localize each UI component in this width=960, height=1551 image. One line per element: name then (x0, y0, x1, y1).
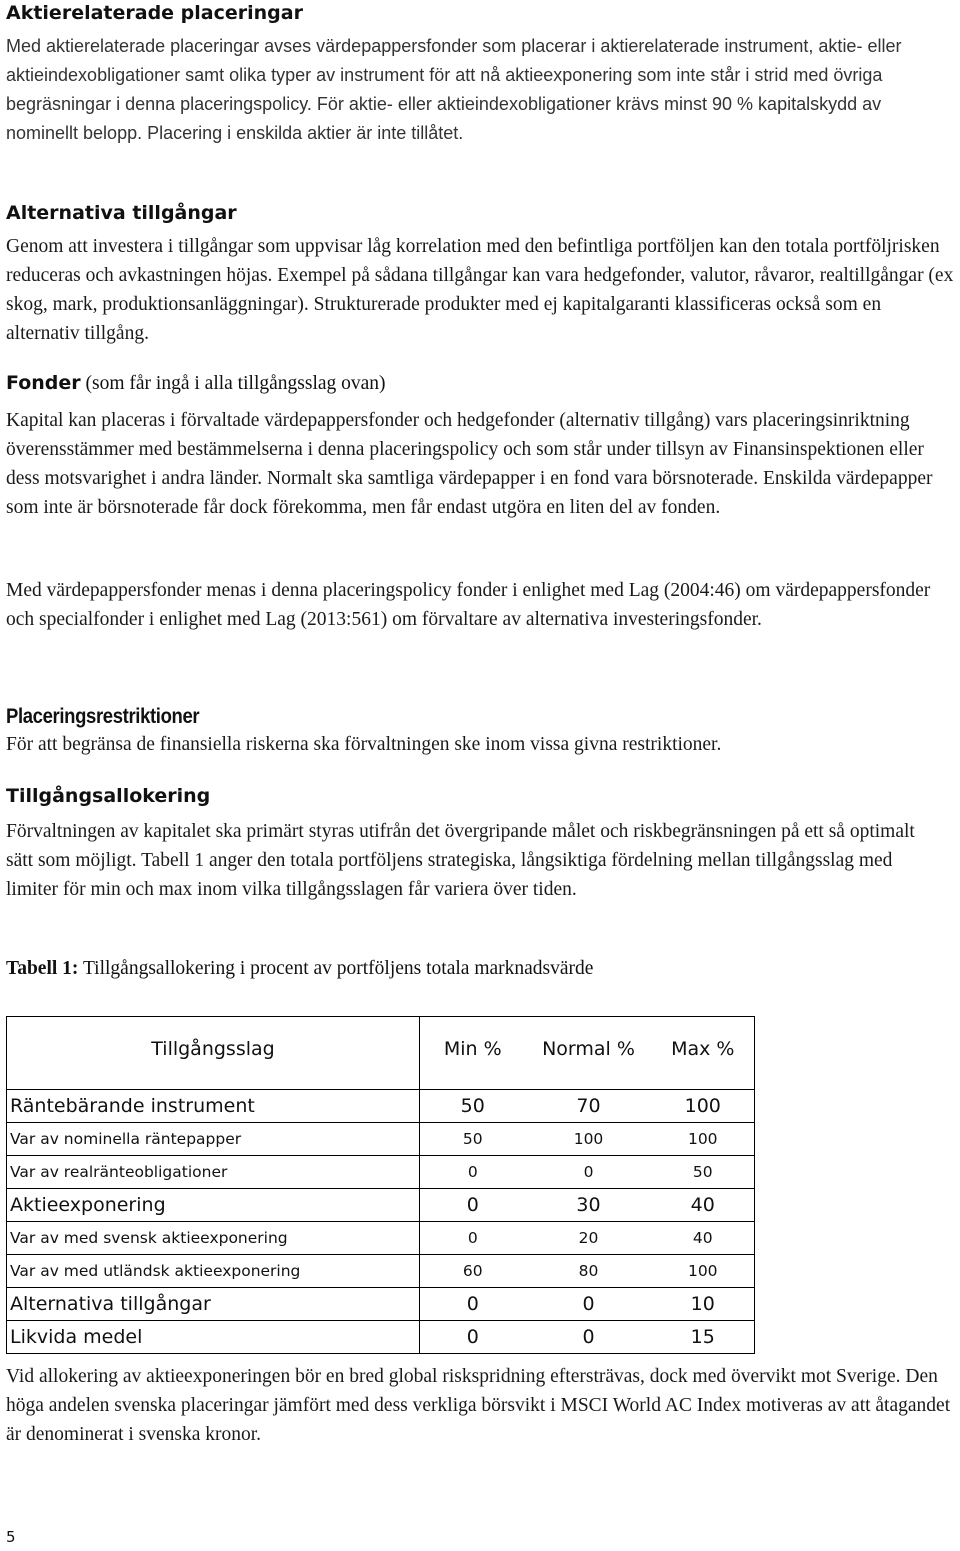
row-max: 40 (652, 1222, 755, 1255)
table-row (7, 1090, 755, 1123)
row-label: Aktieexponering (7, 1189, 420, 1222)
row-min: 60 (420, 1255, 526, 1288)
table-row (7, 1222, 755, 1255)
table-caption (6, 958, 593, 980)
row-normal: 20 (526, 1222, 652, 1255)
row-normal: 0 (526, 1288, 652, 1321)
row-min: 0 (420, 1321, 526, 1354)
header-min: Min % (420, 1017, 526, 1082)
row-max: 10 (652, 1288, 755, 1321)
page-number: 5 (6, 1528, 16, 1546)
fonder-heading-suffix: (som får ingå i alla tillgångsslag ovan) (80, 373, 386, 394)
row-label: Alternativa tillgångar (7, 1288, 420, 1321)
row-min: 50 (420, 1123, 526, 1156)
row-max: 40 (652, 1189, 755, 1222)
row-label: Var av med svensk aktieexponering (7, 1222, 420, 1255)
row-min: 0 (420, 1222, 526, 1255)
table-row (7, 1255, 755, 1288)
table-row (7, 1189, 755, 1222)
row-normal: 100 (526, 1123, 652, 1156)
row-min: 0 (420, 1189, 526, 1222)
table-body (7, 1090, 755, 1354)
section-heading-fonder (6, 372, 386, 395)
table-row (7, 1156, 755, 1189)
table-row (7, 1123, 755, 1156)
row-label: Räntebärande instrument (7, 1090, 420, 1123)
section-heading-restriktioner: Placeringsrestriktioner (6, 705, 200, 729)
row-normal: 30 (526, 1189, 652, 1222)
allocation-table (6, 1016, 755, 1354)
paragraph-aktierelaterade: Med aktierelaterade placeringar avses värdepappersfonder som placerar i aktierelaterade instrument, aktie- eller aktieindexobligationer samt olika typer av instrument för att nå aktieexponering som inte står i strid med övriga begräsningar i denna placeringspolicy. För aktie- eller aktieindexobligationer krävs minst 90 % kapitalskydd av nominellt belopp. Placering i enskilda aktier är inte tillåtet. (6, 36, 902, 143)
paragraph-closing: Vid allokering av aktieexponeringen bör en bred global riskspridning eftersträvas, dock med övervikt mot Sverige. Den höga andelen svenska placeringar jämfört med dess verkliga börsvikt i MSCI World AC Index motiveras av att åtagandet är denominerat i svenska kronor. (6, 1366, 951, 1445)
paragraph-fonder-1: Kapital kan placeras i förvaltade värdepappersfonder och hedgefonder (alternativ tillgång) vars placeringsinriktning överensstämmer med bestämmelserna i denna placeringspolicy och som står under tillsyn av Finansinspektionen eller dess motsvarighet i andra länder. Normalt ska samtliga värdepapper i en fond vara börsnoterade. Enskilda värdepapper som inte är börsnoterade får dock förekomma, men får endast utgöra en liten del av fonden. (6, 410, 933, 518)
row-min: 0 (420, 1156, 526, 1189)
paragraph-alternativa: Genom att investera i tillgångar som uppvisar låg korrelation med den befintliga portföljen kan den totala portföljrisken reduceras och avkastningen höjas. Exempel på sådana tillgångar kan vara hedgefonder, valutor, råvaror, realtillgångar (ex skog, mark, produktionsanläggningar). Strukturerade produkter med ej kapitalgaranti klassificeras också som en alternativ tillgång. (6, 236, 954, 344)
row-max: 100 (652, 1123, 755, 1156)
table-header-row (7, 1017, 755, 1082)
header-max: Max % (652, 1017, 755, 1082)
header-normal: Normal % (526, 1017, 652, 1082)
row-max: 15 (652, 1321, 755, 1354)
row-max: 100 (652, 1090, 755, 1123)
row-min: 50 (420, 1090, 526, 1123)
row-min: 0 (420, 1288, 526, 1321)
header-tillgangsslag: Tillgångsslag (7, 1017, 420, 1082)
row-label: Var av nominella räntepapper (7, 1123, 420, 1156)
row-label: Likvida medel (7, 1321, 420, 1354)
row-normal: 80 (526, 1255, 652, 1288)
paragraph-allokering: Förvaltningen av kapitalet ska primärt styras utifrån det övergripande målet och riskbegränsningen på ett så optimalt sätt som möjligt. Tabell 1 anger den totala portföljens strategiska, långsiktiga fördelning mellan tillgångsslag med limiter för min och max inom vilka tillgångsslagen får variera över tiden. (6, 821, 915, 900)
section-heading-alternativa: Alternativa tillgångar (6, 202, 237, 224)
table-row (7, 1321, 755, 1354)
row-label: Var av realränteobligationer (7, 1156, 420, 1189)
row-max: 50 (652, 1156, 755, 1189)
row-label: Var av med utländsk aktieexponering (7, 1255, 420, 1288)
section-heading-aktierelaterade: Aktierelaterade placeringar (6, 2, 303, 24)
fonder-heading-bold: Fonder (6, 372, 81, 394)
row-max: 100 (652, 1255, 755, 1288)
section-heading-allokering: Tillgångsallokering (6, 785, 211, 807)
table-caption-label: Tabell 1: (6, 958, 79, 979)
row-normal: 0 (526, 1156, 652, 1189)
table-row (7, 1288, 755, 1321)
paragraph-restriktioner: För att begränsa de finansiella riskerna ska förvaltningen ske inom vissa givna restriktioner. (6, 734, 722, 755)
paragraph-fonder-2: Med värdepappersfonder menas i denna placeringspolicy fonder i enlighet med Lag (2004:46) om värdepappersfonder och specialfonder i enlighet med Lag (2013:561) om förvaltare av alternativa investeringsfonder. (6, 580, 931, 630)
row-normal: 0 (526, 1321, 652, 1354)
table-caption-text: Tillgångsallokering i procent av portföljens totala marknadsvärde (78, 958, 594, 979)
row-normal: 70 (526, 1090, 652, 1123)
